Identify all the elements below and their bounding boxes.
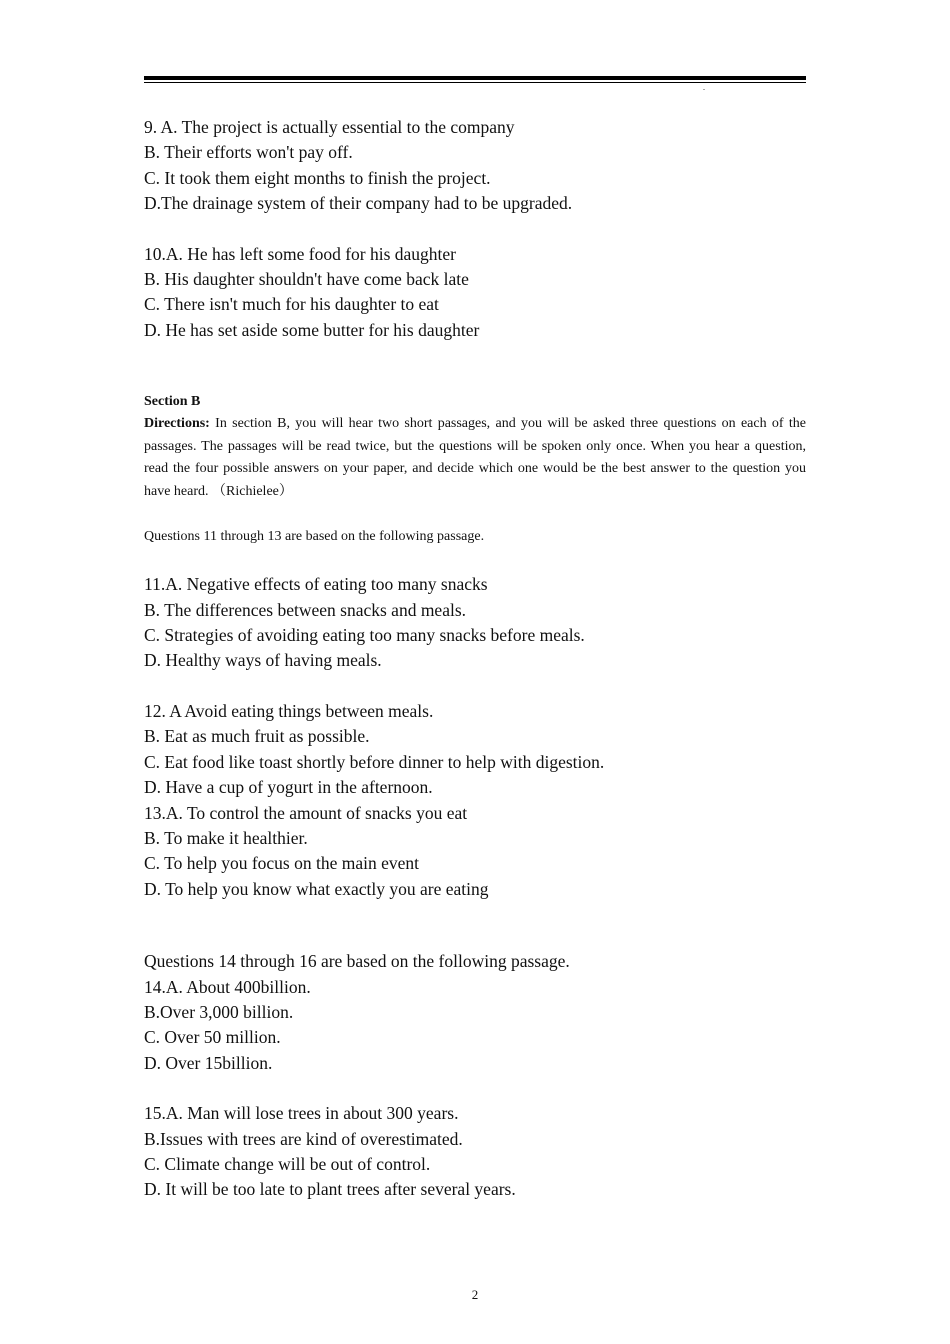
option-line: 15.A. Man will lose trees in about 300 years. [144, 1103, 459, 1124]
option-line: 13.A. To control the amount of snacks you eat [144, 802, 468, 823]
header-mark: . [703, 83, 705, 92]
option-line: D. Over 15billion. [144, 1052, 273, 1073]
option-line: C. Climate change will be out of control. [144, 1153, 431, 1174]
option-line: B. Eat as much fruit as possible. [144, 726, 370, 747]
option-line: D.The drainage system of their company had to be upgraded. [144, 193, 573, 214]
option-line: B.Over 3,000 billion. [144, 1001, 294, 1022]
directions-label: Directions: [144, 416, 210, 432]
option-line: B.Issues with trees are kind of overestimated. [144, 1128, 463, 1149]
section-directions [144, 413, 806, 503]
option-line: 14.A. About 400billion. [144, 976, 311, 997]
directions-text: In section B, you will hear two short passages, and you will be asked three questions on each of the passages. The passages will be read twice, but the questions will be spoken only once. When you hear a question, read the four possible answers on your paper, and decide which one would be the best answer to the question you have heard. （Richielee） [144, 416, 806, 499]
option-line: C. Over 50 million. [144, 1027, 281, 1048]
question-11-options [144, 572, 806, 674]
option-line: D. He has set aside some butter for his daughter [144, 319, 480, 340]
passage-intro-14-16: Questions 14 through 16 are based on the following passage. [144, 951, 570, 972]
option-line: 12. A Avoid eating things between meals. [144, 700, 434, 721]
option-line: C. To help you focus on the main event [144, 853, 420, 874]
question-9-options [144, 115, 806, 217]
option-line: B. To make it healthier. [144, 827, 308, 848]
option-line: C. It took them eight months to finish the project. [144, 167, 491, 188]
passage-intro-11-13: Questions 11 through 13 are based on the following passage. [144, 529, 485, 545]
question-15-options [144, 1101, 806, 1203]
option-line: C. There isn't much for his daughter to eat [144, 294, 439, 315]
option-line: B. His daughter shouldn't have come back late [144, 269, 469, 290]
option-line: C. Eat food like toast shortly before dinner to help with digestion. [144, 751, 605, 772]
page-number: 2 [471, 1287, 479, 1302]
option-line: B. Their efforts won't pay off. [144, 142, 353, 163]
option-line: 9. A. The project is actually essential to the company [144, 117, 515, 137]
option-line: D. Healthy ways of having meals. [144, 650, 382, 671]
question-12-13-options [144, 699, 806, 902]
header-rule-thin [144, 82, 806, 83]
option-line: 11.A. Negative effects of eating too many snacks [144, 574, 488, 595]
option-line: 10.A. He has left some food for his daughter [144, 243, 457, 264]
option-line: C. Strategies of avoiding eating too many snacks before meals. [144, 625, 585, 646]
page-content [144, 115, 806, 1203]
section-title: Section B [144, 394, 201, 410]
option-line: D. It will be too late to plant trees after several years. [144, 1179, 516, 1200]
option-line: D. To help you know what exactly you are eating [144, 878, 489, 899]
question-10-options [144, 242, 806, 344]
header-rule-thick [144, 76, 806, 80]
option-line: D. Have a cup of yogurt in the afternoon. [144, 777, 433, 798]
option-line: B. The differences between snacks and meals. [144, 599, 467, 620]
question-14-options [144, 949, 806, 1076]
